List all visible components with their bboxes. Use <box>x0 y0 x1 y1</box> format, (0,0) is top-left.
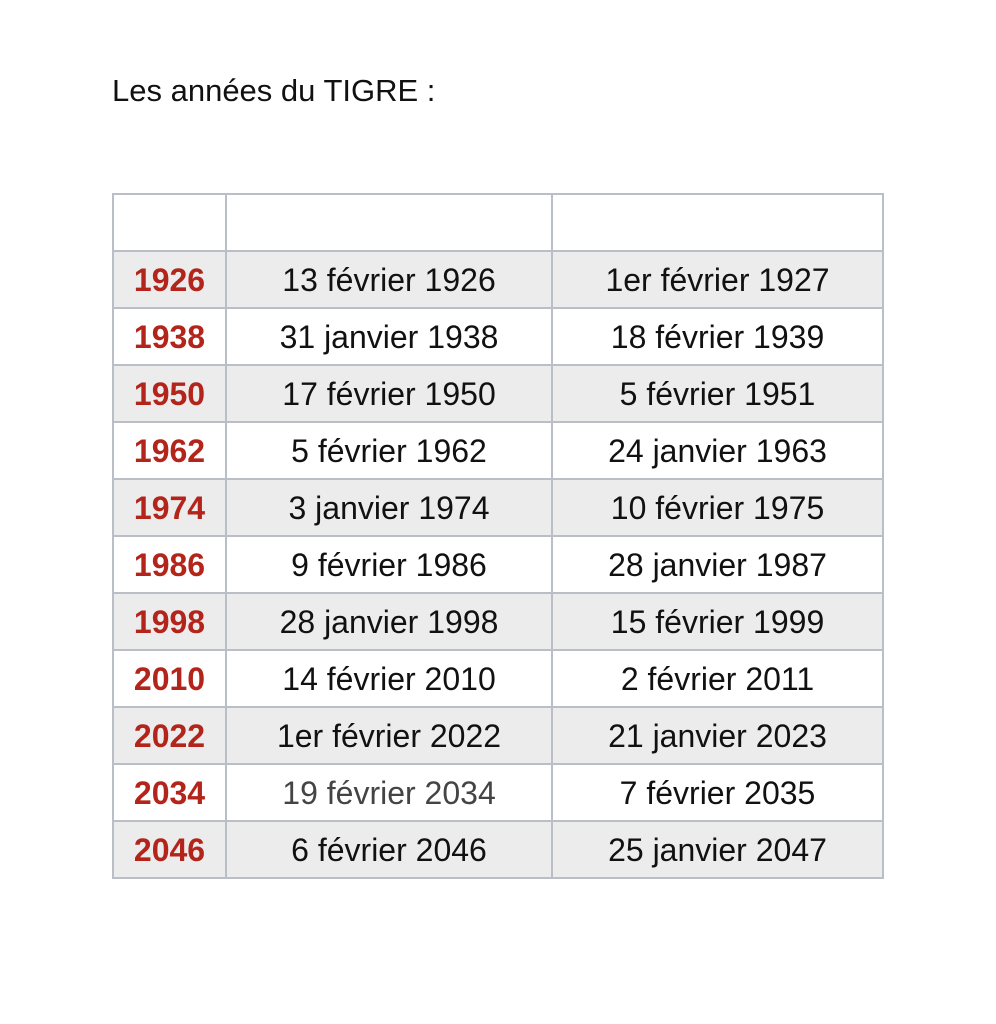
year-cell: 1926 <box>113 251 226 308</box>
year-cell: 2046 <box>113 821 226 878</box>
end-date-cell: 18 février 1939 <box>552 308 883 365</box>
start-date-cell: 19 février 2034 <box>226 764 552 821</box>
table-row <box>113 479 883 536</box>
table-row <box>113 365 883 422</box>
table-row <box>113 707 883 764</box>
end-date-cell: 1er février 1927 <box>552 251 883 308</box>
start-date-cell: 14 février 2010 <box>226 650 552 707</box>
table-header-row <box>113 194 883 251</box>
table-row <box>113 251 883 308</box>
end-date-cell: 25 janvier 2047 <box>552 821 883 878</box>
table-row <box>113 821 883 878</box>
start-date-cell: 5 février 1962 <box>226 422 552 479</box>
page-title: Les années du TIGRE : <box>112 73 436 108</box>
header-cell-start <box>226 194 552 251</box>
end-date-cell: 24 janvier 1963 <box>552 422 883 479</box>
start-date-cell: 31 janvier 1938 <box>226 308 552 365</box>
table-row <box>113 422 883 479</box>
header-cell-year <box>113 194 226 251</box>
start-date-cell: 13 février 1926 <box>226 251 552 308</box>
end-date-cell: 15 février 1999 <box>552 593 883 650</box>
start-date-cell: 3 janvier 1974 <box>226 479 552 536</box>
table-row <box>113 764 883 821</box>
start-date-cell: 28 janvier 1998 <box>226 593 552 650</box>
year-cell: 1938 <box>113 308 226 365</box>
start-date-cell: 17 février 1950 <box>226 365 552 422</box>
year-cell: 1962 <box>113 422 226 479</box>
table-row <box>113 593 883 650</box>
start-date-cell: 1er février 2022 <box>226 707 552 764</box>
header-cell-end <box>552 194 883 251</box>
end-date-cell: 5 février 1951 <box>552 365 883 422</box>
end-date-cell: 2 février 2011 <box>552 650 883 707</box>
start-date-cell: 9 février 1986 <box>226 536 552 593</box>
year-cell: 1950 <box>113 365 226 422</box>
year-cell: 1974 <box>113 479 226 536</box>
end-date-cell: 28 janvier 1987 <box>552 536 883 593</box>
end-date-cell: 10 février 1975 <box>552 479 883 536</box>
start-date-cell: 6 février 2046 <box>226 821 552 878</box>
table-row <box>113 308 883 365</box>
table-row <box>113 536 883 593</box>
year-cell: 2022 <box>113 707 226 764</box>
year-cell: 1986 <box>113 536 226 593</box>
year-cell: 2034 <box>113 764 226 821</box>
year-cell: 1998 <box>113 593 226 650</box>
table-row <box>113 650 883 707</box>
year-cell: 2010 <box>113 650 226 707</box>
tiger-years-table <box>112 193 884 879</box>
end-date-cell: 21 janvier 2023 <box>552 707 883 764</box>
end-date-cell: 7 février 2035 <box>552 764 883 821</box>
